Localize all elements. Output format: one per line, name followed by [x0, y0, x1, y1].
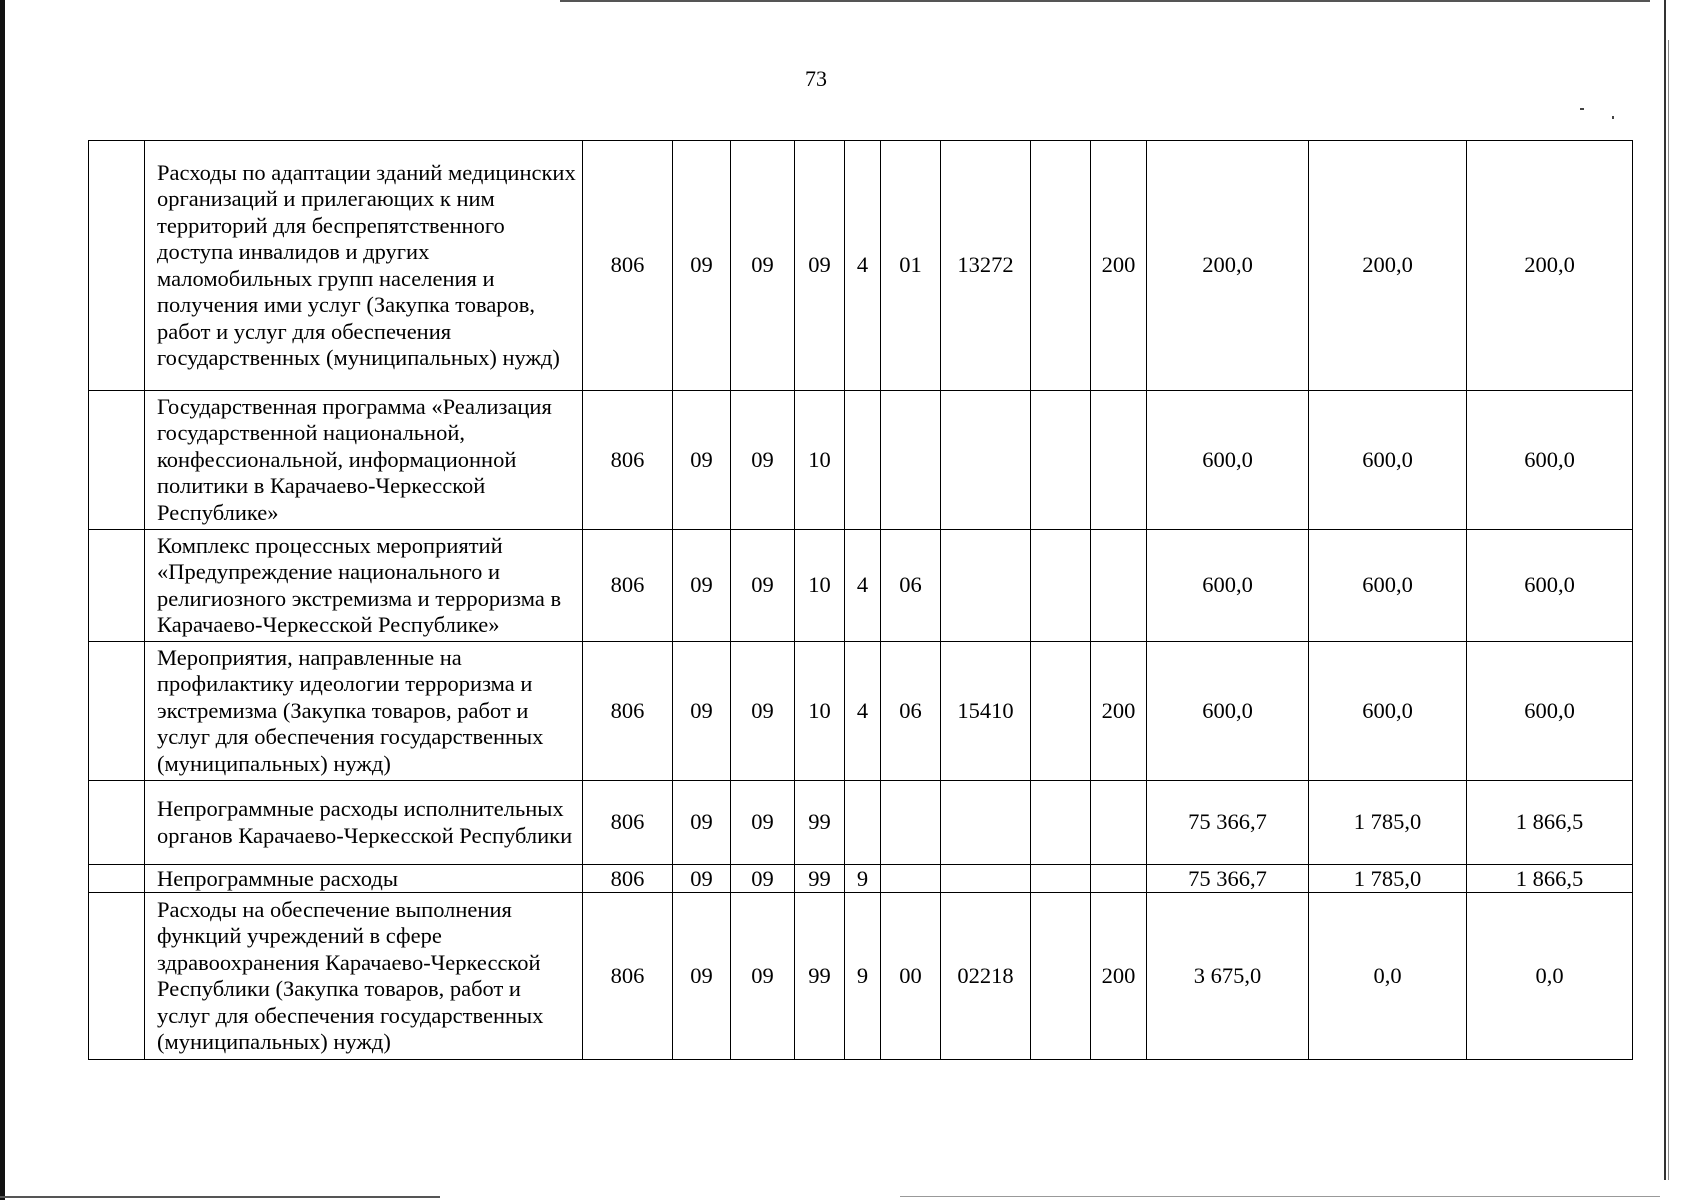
cell-pr: 09 — [731, 865, 795, 893]
cell-sum-2: 1 785,0 — [1309, 865, 1467, 893]
scan-border-bottom-right — [900, 1196, 1660, 1197]
cell-sum-2: 600,0 — [1309, 530, 1467, 642]
cell-cs-dir — [941, 781, 1031, 865]
cell-vr: 200 — [1091, 893, 1147, 1060]
cell-cs-struct — [881, 865, 941, 893]
cell-cs-prog: 09 — [795, 141, 845, 391]
cell-pr: 09 — [731, 530, 795, 642]
cell-pr: 09 — [731, 642, 795, 781]
cell-vr: 200 — [1091, 141, 1147, 391]
cell-cs-struct: 00 — [881, 893, 941, 1060]
cell-cs-dir — [941, 391, 1031, 530]
row-number-cell — [89, 781, 145, 865]
cell-sum-1: 600,0 — [1147, 530, 1309, 642]
cell-cs-extra — [1031, 141, 1091, 391]
row-number-cell — [89, 642, 145, 781]
cell-cs-struct: 06 — [881, 530, 941, 642]
row-number-cell — [89, 865, 145, 893]
cell-cs-type — [845, 391, 881, 530]
cell-cs-extra — [1031, 865, 1091, 893]
cell-pr: 09 — [731, 781, 795, 865]
scan-border-right — [1664, 0, 1666, 1180]
row-number-cell — [89, 141, 145, 391]
cell-cs-extra — [1031, 391, 1091, 530]
cell-pr: 09 — [731, 141, 795, 391]
cell-pr: 09 — [731, 893, 795, 1060]
cell-cs-type: 4 — [845, 530, 881, 642]
row-description: Непрограммные расходы — [145, 865, 583, 893]
cell-vr — [1091, 530, 1147, 642]
cell-sum-3: 200,0 — [1467, 141, 1633, 391]
cell-sum-1: 200,0 — [1147, 141, 1309, 391]
row-description: Комплекс процессных мероприятий «Предупреждение национального и религиозного экстремизма и терроризма в Карачаево-Черкесской Республике» — [145, 530, 583, 642]
cell-cs-dir: 15410 — [941, 642, 1031, 781]
cell-sum-1: 75 366,7 — [1147, 781, 1309, 865]
cell-sum-3: 600,0 — [1467, 391, 1633, 530]
cell-ved: 806 — [583, 391, 673, 530]
cell-sum-1: 3 675,0 — [1147, 893, 1309, 1060]
cell-cs-prog: 99 — [795, 865, 845, 893]
cell-cs-struct — [881, 781, 941, 865]
cell-rz: 09 — [673, 391, 731, 530]
cell-sum-1: 600,0 — [1147, 391, 1309, 530]
cell-cs-dir — [941, 530, 1031, 642]
cell-cs-extra — [1031, 781, 1091, 865]
cell-ved: 806 — [583, 141, 673, 391]
scan-speck — [1612, 116, 1614, 119]
table-row — [89, 141, 1633, 391]
row-description: Непрограммные расходы исполнительных органов Карачаево-Черкесской Республики — [145, 781, 583, 865]
cell-sum-3: 1 866,5 — [1467, 865, 1633, 893]
table-row — [89, 893, 1633, 1060]
cell-sum-2: 600,0 — [1309, 391, 1467, 530]
cell-cs-struct: 06 — [881, 642, 941, 781]
page-number: 73 — [805, 66, 827, 91]
cell-cs-type: 4 — [845, 141, 881, 391]
cell-sum-2: 0,0 — [1309, 893, 1467, 1060]
cell-rz: 09 — [673, 865, 731, 893]
cell-cs-extra — [1031, 642, 1091, 781]
cell-ved: 806 — [583, 530, 673, 642]
budget-table — [88, 140, 1633, 1060]
cell-sum-3: 0,0 — [1467, 893, 1633, 1060]
cell-cs-prog: 10 — [795, 642, 845, 781]
row-number-cell — [89, 893, 145, 1060]
cell-ved: 806 — [583, 893, 673, 1060]
cell-ved: 806 — [583, 781, 673, 865]
cell-cs-prog: 99 — [795, 781, 845, 865]
cell-rz: 09 — [673, 781, 731, 865]
cell-vr — [1091, 781, 1147, 865]
cell-sum-3: 600,0 — [1467, 530, 1633, 642]
cell-cs-type: 4 — [845, 642, 881, 781]
table-row — [89, 781, 1633, 865]
table-row — [89, 642, 1633, 781]
scan-border-right-inner — [1668, 40, 1669, 1180]
cell-cs-type — [845, 781, 881, 865]
cell-cs-dir: 02218 — [941, 893, 1031, 1060]
cell-cs-extra — [1031, 530, 1091, 642]
cell-rz: 09 — [673, 530, 731, 642]
cell-rz: 09 — [673, 893, 731, 1060]
cell-sum-1: 75 366,7 — [1147, 865, 1309, 893]
row-number-cell — [89, 530, 145, 642]
row-description: Расходы на обеспечение выполнения функций учреждений в сфере здравоохранения Карачаево-Черкесской Республики (Закупка товаров, работ и услуг для обеспечения государственных (муниципальных) нужд) — [145, 893, 583, 1060]
cell-cs-extra — [1031, 893, 1091, 1060]
cell-cs-prog: 10 — [795, 530, 845, 642]
cell-ved: 806 — [583, 865, 673, 893]
cell-cs-struct: 01 — [881, 141, 941, 391]
cell-cs-type: 9 — [845, 893, 881, 1060]
cell-rz: 09 — [673, 141, 731, 391]
cell-sum-2: 600,0 — [1309, 642, 1467, 781]
cell-cs-prog: 10 — [795, 391, 845, 530]
cell-pr: 09 — [731, 391, 795, 530]
cell-sum-1: 600,0 — [1147, 642, 1309, 781]
scan-border-left — [0, 0, 5, 1200]
scan-speck — [1580, 108, 1584, 110]
cell-sum-2: 1 785,0 — [1309, 781, 1467, 865]
cell-rz: 09 — [673, 642, 731, 781]
cell-sum-3: 1 866,5 — [1467, 781, 1633, 865]
cell-cs-dir: 13272 — [941, 141, 1031, 391]
cell-ved: 806 — [583, 642, 673, 781]
table-row — [89, 865, 1633, 893]
cell-sum-3: 600,0 — [1467, 642, 1633, 781]
cell-vr: 200 — [1091, 642, 1147, 781]
scan-border-bottom — [0, 1196, 440, 1198]
scan-border-top — [560, 0, 1650, 2]
cell-cs-struct — [881, 391, 941, 530]
cell-vr — [1091, 391, 1147, 530]
cell-vr — [1091, 865, 1147, 893]
cell-cs-type: 9 — [845, 865, 881, 893]
row-description: Расходы по адаптации зданий медицинских организаций и прилегающих к ним территорий для беспрепятственного доступа инвалидов и других маломобильных групп населения и получения ими услуг (Закупка товаров, работ и услуг для обеспечения государственных (муниципальных) нужд) — [145, 141, 583, 391]
row-description: Мероприятия, направленные на профилактику идеологии терроризма и экстремизма (Закупка товаров, работ и услуг для обеспечения государственных (муниципальных) нужд) — [145, 642, 583, 781]
cell-cs-dir — [941, 865, 1031, 893]
row-description: Государственная программа «Реализация государственной национальной, конфессиональной, информационной политики в Карачаево-Черкесской Республике» — [145, 391, 583, 530]
row-number-cell — [89, 391, 145, 530]
table-row — [89, 530, 1633, 642]
cell-sum-2: 200,0 — [1309, 141, 1467, 391]
table-row — [89, 391, 1633, 530]
cell-cs-prog: 99 — [795, 893, 845, 1060]
